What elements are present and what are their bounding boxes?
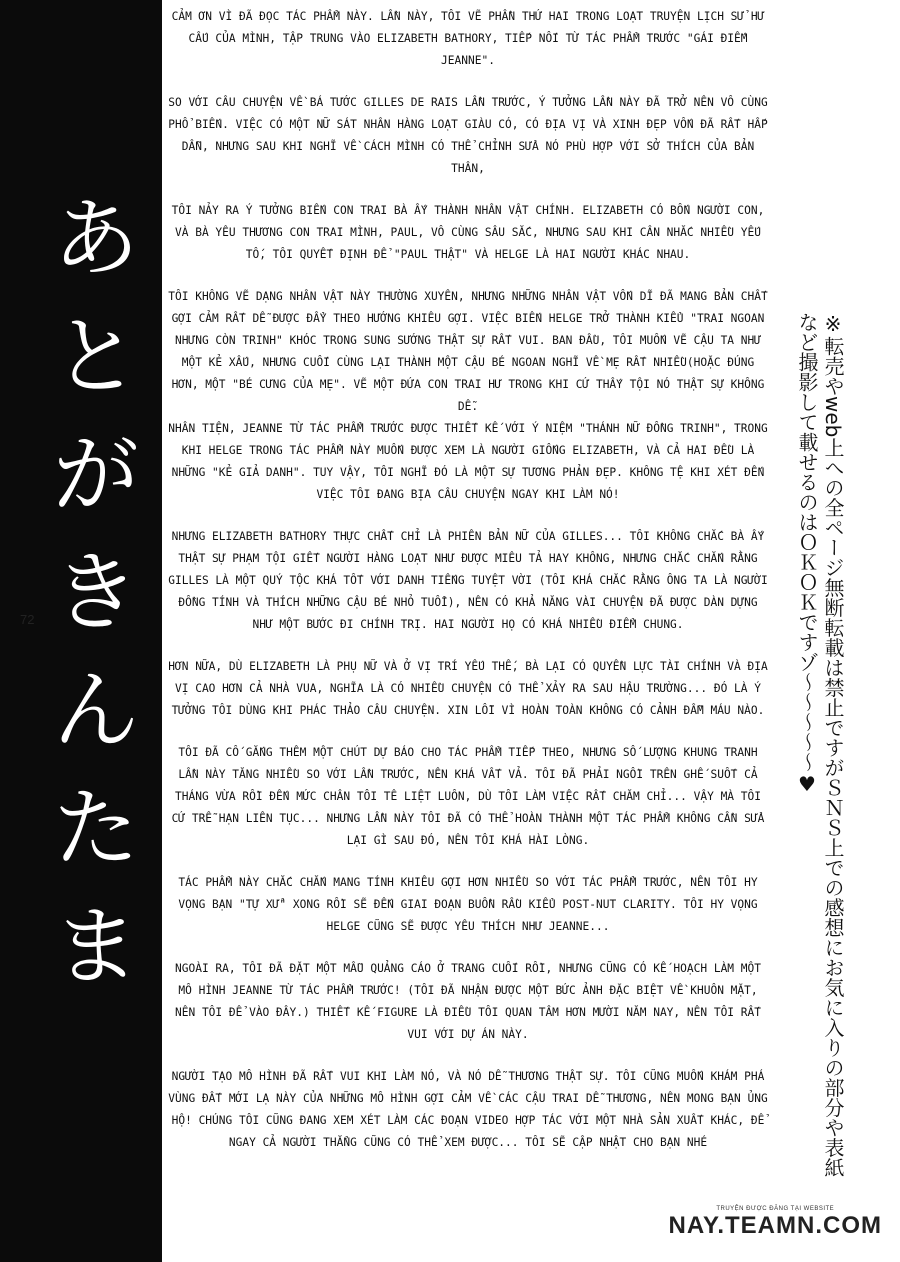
paragraph: NHÂN TIỆN, JEANNE TỪ TÁC PHẨM TRƯỚC ĐƯỢC THIẾT KẾ VỚI Ý NIỆM "THÁNH NỮ ĐỒNG TRINH", TRONG KHI HELGE TRONG TÁC PHẨM NÀY MUỐN ĐƯỢC XEM LÀ NGƯỜI GIỐNG ELIZABETH, VÀ CẢ HAI ĐỀU LÀ NHỮNG "KẺ GIẢ DANH". TUY VẬY, TÔI NGHĨ ĐÓ LÀ MỘT SỰ TƯƠNG PHẢN ĐẸP. KHÔNG TỆ KHI XÉT ĐẾN VIỆC TÔI ĐANG BỊA CÂU CHUYỆN NGAY KHI LÀM NÓ! <box>168 422 768 501</box>
paragraph: TÔI NẢY RA Ý TƯỞNG BIẾN CON TRAI BÀ ẤY THÀNH NHÂN VẬT CHÍNH. ELIZABETH CÓ BỐN NGƯỜI CON, VÀ BÀ YÊU THƯƠNG CON TRAI MÌNH, PAUL, VÔ CÙNG SÂU SẮC, NHƯNG SAU KHI CÂN NHẮC NHIỀU YẾU TỐ, TÔI QUYẾT ĐỊNH ĐỂ "PAUL THẬT" VÀ HELGE LÀ HAI NGƯỜI KHÁC NHAU. <box>171 204 765 261</box>
title-char: ま <box>53 897 139 997</box>
black-side-strip <box>0 0 162 1262</box>
title-char: あ <box>53 189 139 289</box>
paragraph: HƠN NỮA, DÙ ELIZABETH LÀ PHỤ NỮ VÀ Ở VỊ TRÍ YẾU THẾ, BÀ LẠI CÓ QUYỀN LỰC TÀI CHÍNH VÀ ĐỊA VỊ CAO HƠN CẢ NHÀ VUA, NGHĨA LÀ CÓ NHIỀU CHUYỆN CÓ THỂ XẢY RA SAU HẬU TRƯỜNG... ĐÓ LÀ Ý TƯỞNG TÔI DÙNG KHI PHÁC THẢO CÂU CHUYỆN. XIN LỖI VÌ HOÀN TOÀN KHÔNG CÓ CẢNH ĐẪM MÁU NÀO. <box>168 660 768 717</box>
paragraph: TÔI KHÔNG VẼ DẠNG NHÂN VẬT NÀY THƯỜNG XUYÊN, NHƯNG NHỮNG NHÂN VẬT VỐN DĨ ĐÃ MANG BẢN CHẤT GỢI CẢM RẤT DỄ ĐƯỢC ĐẨY THEO HƯỚNG KHIÊU GỢI. VIỆC BIẾN HELGE TRỞ THÀNH KIỂU "TRAI NGOAN NHƯNG CÒN TRINH" KHÓC TRONG SUNG SƯỚNG THẬT SỰ RẤT VUI. BAN ĐẦU, TÔI MUỐN VẼ CẬU TA NHƯ MỘT KẺ XẤU, NHƯNG CUỐI CÙNG LẠI THÀNH MỘT CẬU BÉ NGOAN NGHĨ VỀ MẸ RẤT NHIỀU(HOẶC ĐÚNG HƠN, MỘT "BÉ CƯNG CỦA MẸ". VẼ MỘT ĐỨA CON TRAI HƯ TRONG KHI CỨ THẤY TỘI NÓ THẬT SỰ KHÔNG DỄ. <box>168 290 768 413</box>
paragraph: NGOÀI RA, TÔI ĐÃ ĐẶT MỘT MẪU QUẢNG CÁO Ở TRANG CUỐI RỒI, NHƯNG CŨNG CÓ KẾ HOẠCH LÀM MỘT MÔ HÌNH JEANNE TỪ TÁC PHẨM TRƯỚC! (TÔI ĐÃ NHẬN ĐƯỢC MỘT BỨC ẢNH ĐẶC BIỆT VỀ KHUÔN MẶT, NÊN TÔI ĐỂ VÀO ĐÂY.) THIẾT KẾ FIGURE LÀ ĐIỀU TÔI QUAN TÂM HƠN MƯỜI NĂM NAY, NÊN TÔI RẤT VUI VỚI DỰ ÁN NÀY. <box>175 962 761 1041</box>
title-char: ん <box>53 661 139 761</box>
title-char: き <box>53 543 139 643</box>
vertical-side-note: ※転売やweb上への全ページ無断転載は禁止ですがＳＮＳ上での感想にお気に入りの部分や表紙など撮影して載せるのはＯＫＯＫですゾ〜〜〜〜〜♥ <box>795 312 845 1178</box>
title-char: が <box>53 425 139 525</box>
paragraph: NHƯNG ELIZABETH BATHORY THỰC CHẤT CHỈ LÀ PHIÊN BẢN NỮ CỦA GILLES... TÔI KHÔNG CHẮC BÀ ẤY THẬT SỰ PHẠM TỘI GIẾT NGƯỜI HÀNG LOẠT NHƯ ĐƯỢC MIÊU TẢ HAY KHÔNG, NHƯNG CHẮC CHẮN RẰNG GILLES LÀ MỘT QUÝ TỘC KHÁ TỐT VỚI DANH TIẾNG TUYỆT VỜI (TÔI KHÁ CHẮC RẰNG ÔNG TA LÀ NGƯỜI ĐỒNG TÍNH VÀ THÍCH NHỮNG CẬU BÉ NHỎ TUỔI), NÊN CÓ KHẢ NĂNG VÀI CHUYỆN ĐÃ ĐƯỢC DÀN DỰNG NHƯ MỘT BƯỚC ĐI CHÍNH TRỊ. HAI NGƯỜI HỌ CÓ KHÁ NHIỀU ĐIỂM CHUNG. <box>168 530 768 631</box>
afterword-text <box>168 6 768 1174</box>
page-number: 72 <box>20 612 35 627</box>
watermark-caption: TRUYỆN ĐƯỢC ĐĂNG TẠI WEBSITE <box>716 1206 835 1212</box>
watermark-site: NAY.TEAMN.COM <box>668 1212 882 1239</box>
paragraph: SO VỚI CÂU CHUYỆN VỀ BÁ TƯỚC GILLES DE RAIS LẦN TRƯỚC, Ý TƯỞNG LẦN NÀY ĐÃ TRỞ NÊN VÔ CÙNG PHỔ BIẾN. VIỆC CÓ MỘT NỮ SÁT NHÂN HÀNG LOẠT GIÀU CÓ, CÓ ĐỊA VỊ VÀ XINH ĐẸP VỐN ĐÃ RẤT HẤP DẪN, NHƯNG SAU KHI NGHĨ VỀ CÁCH MÌNH CÓ THỂ CHỈNH SỬA NÓ PHÙ HỢP VỚI SỞ THÍCH CỦA BẢN THÂN, <box>168 96 768 175</box>
paragraph: NGƯỜI TẠO MÔ HÌNH ĐÃ RẤT VUI KHI LÀM NÓ, VÀ NÓ DỄ THƯƠNG THẬT SỰ. TÔI CŨNG MUỐN KHÁM PHÁ VÙNG ĐẤT MỚI LẠ NÀY CỦA NHỮNG MÔ HÌNH GỢI CẢM VỀ CÁC CẬU TRAI DỄ THƯƠNG, NÊN MONG BẠN ỦNG HỘ! CHÚNG TÔI CŨNG ĐANG XEM XÉT LÀM CÁC ĐOẠN VIDEO HỢP TÁC VỚI MỘT NHÀ SẢN XUẤT KHÁC, ĐỂ NGAY CẢ NGƯỜI THẲNG CŨNG CÓ THỂ XEM ĐƯỢC... TÔI SẼ CẬP NHẬT CHO BẠN NHÉ <box>168 1070 768 1149</box>
title-char: と <box>53 307 139 407</box>
site-watermark <box>665 1204 886 1242</box>
paragraph: TÁC PHẨM NÀY CHẮC CHẮN MANG TÍNH KHIÊU GỢI HƠN NHIỀU SO VỚI TÁC PHẨM TRƯỚC, NÊN TÔI HY VỌNG BẠN "TỰ XỬ" XONG RỒI SẼ ĐẾN GIAI ĐOẠN BUỒN RẦU KIỂU POST-NUT CLARITY. TÔI HY VỌNG HELGE CŨNG SẼ ĐƯỢC YÊU THÍCH NHƯ JEANNE... <box>178 876 758 933</box>
title-char: た <box>53 779 139 879</box>
paragraph: TÔI ĐÃ CỐ GẮNG THÊM MỘT CHÚT DỰ BÁO CHO TÁC PHẨM TIẾP THEO, NHƯNG SỐ LƯỢNG KHUNG TRANH LẦN NÀY TĂNG NHIỀU SO VỚI LẦN TRƯỚC, NÊN KHÁ VẤT VẢ. TÔI ĐÃ PHẢI NGỒI TRÊN GHẾ SUỐT CẢ THÁNG VỪA RỒI ĐẾN MỨC CHÂN TÔI TÊ LIỆT LUÔN, DÙ TÔI LÀM VIỆC RẤT CHĂM CHỈ... VẬY MÀ TÔI CỨ TRỄ HẠN LIÊN TỤC... NHƯNG LẦN NÀY TÔI ĐÃ CÓ THỂ HOÀN THÀNH MỘT TÁC PHẨM KHÔNG CẦN SỬA LẠI GÌ SAU ĐÓ, NÊN TÔI KHÁ HÀI LÒNG. <box>171 746 765 847</box>
vertical-title <box>46 180 146 1006</box>
paragraph: CẢM ƠN VÌ ĐÃ ĐỌC TÁC PHẨM NÀY. LẦN NÀY, TÔI VẼ PHẦN THỨ HAI TRONG LOẠT TRUYỆN LỊCH SỬ HƯ CẤU CỦA MÌNH, TẬP TRUNG VÀO ELIZABETH BATHORY, TIẾP NỐI TỪ TÁC PHẨM TRƯỚC "GÁI ĐIẾM JEANNE". <box>171 10 765 67</box>
